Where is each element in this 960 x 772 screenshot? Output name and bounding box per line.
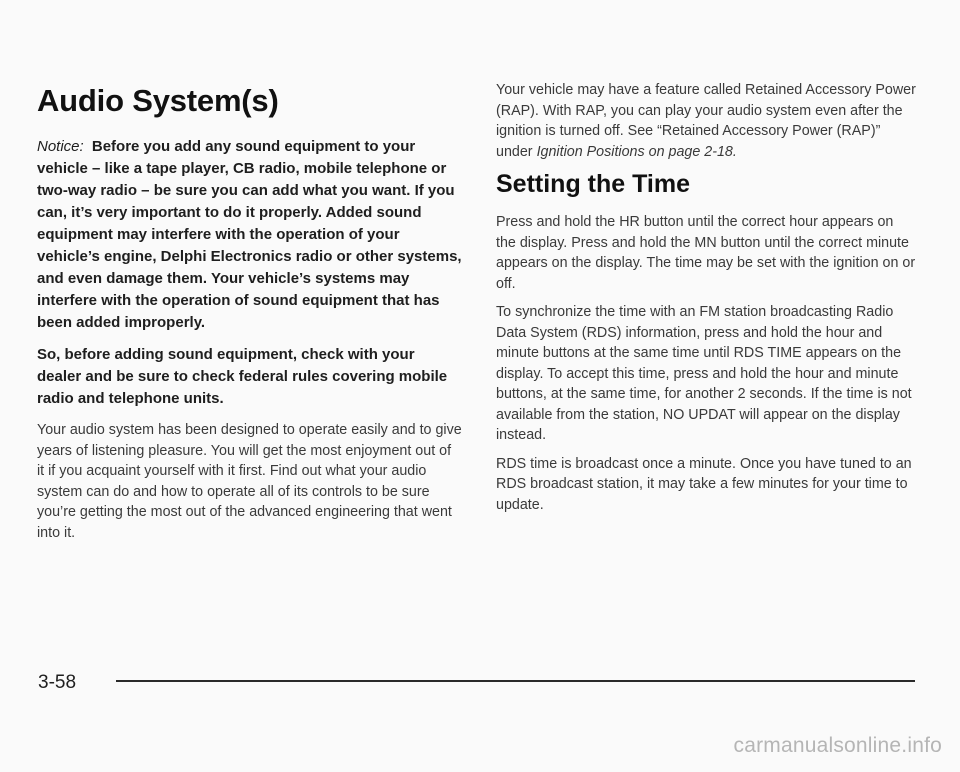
rap-text: Your vehicle may have a feature called Retained Accessory Power (RAP). With RAP, you can play your audio system even after the ignition is turned off. See “Retained Accessory Power (RAP)” under [496, 82, 916, 160]
audio-intro-paragraph: Your audio system has been designed to operate easily and to give years of listening pleasure. You will get the most enjoyment out of it if you acquaint yourself with it first. Find out what your audio system can do and how to operate all of its controls to be sure you’re getting the most out of the advanced engineering that went into it. [37, 422, 462, 541]
page-title: Audio System(s) [37, 83, 279, 118]
set-time-paragraph-2: To synchronize the time with an FM station broadcasting Radio Data System (RDS) information, press and hold the hour and minute buttons at the same time until RDS TIME appears on the display. To accept this time, press and hold the hour and minute buttons, at the same time, for another 2 seconds. If the time is not available from the station, NO UPDAT will appear on the display instead. [496, 304, 912, 443]
notice-text: Before you add any sound equipment to your vehicle – like a tape player, CB radio, mobile telephone or two-way radio – be sure you can add what you want. If you can, it’s very important to do it properly. Added sound equipment may interfere with the operation of your vehicle’s engine, Delphi Electronics radio or other systems, and even damage them. Your vehicle’s systems may interfere with the operation of sound equipment that has been added improperly. [37, 138, 462, 331]
rap-paragraph [496, 80, 916, 162]
page-number: 3-58 [38, 672, 77, 693]
set-time-paragraph-3: RDS time is broadcast once a minute. Once you have tuned to an RDS broadcast station, it may take a few minutes for your time to update. [496, 455, 912, 513]
rap-page-reference[interactable]: Ignition Positions on page 2-18. [536, 143, 737, 160]
notice-paragraph [37, 136, 462, 334]
check-dealer-paragraph: So, before adding sound equipment, check with your dealer and be sure to check federal rules covering mobile radio and telephone units. [37, 346, 448, 407]
set-time-paragraph-1: Press and hold the HR button until the correct hour appears on the display. Press and hold the MN button until the correct minute appears on the display. The time may be set with the ignition on or off. [496, 214, 916, 292]
section-title-setting-time: Setting the Time [496, 170, 691, 198]
footer-divider [116, 680, 915, 682]
notice-label: Notice: [37, 138, 84, 155]
left-column [37, 80, 462, 551]
right-column [496, 80, 916, 523]
watermark: carmanualsonline.info [733, 734, 942, 757]
